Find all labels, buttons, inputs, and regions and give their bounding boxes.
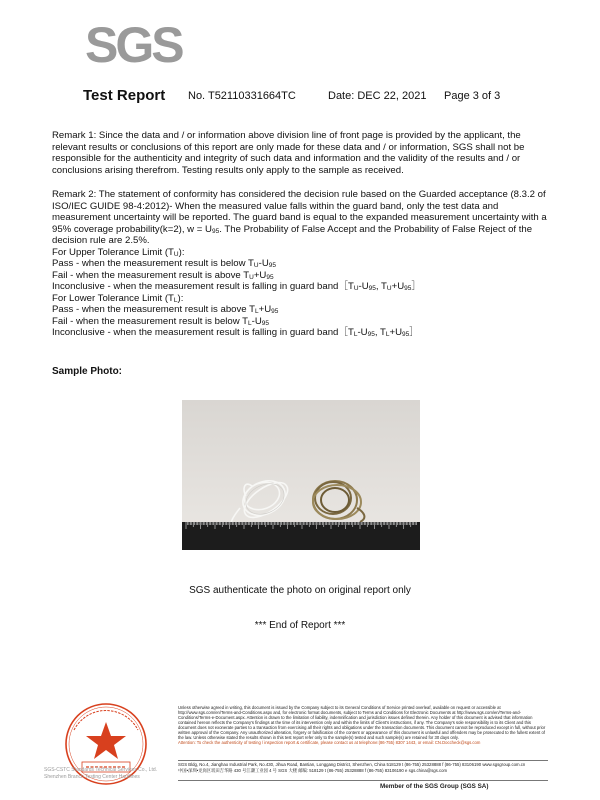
report-date: Date: DEC 22, 2021 <box>328 90 427 102</box>
star-icon <box>86 722 126 759</box>
footer-terms-text: Unless otherwise agreed in writing, this document is issued by the Company subject to its General Conditions of Service printed overleaf, available on request or accessible at http://www.sgs.com/en/Terms-and-Conditions.aspx and, for electronic format documents, subject to Terms and Conditions for Electronic Documents at http://www.sgs.com/en/Terms-and-Conditions/Terms-e-Document.aspx. Attention is drawn to the limitation of liability, indemnification and jurisdiction issues defined therein. Any holder of this document is advised that information contained hereon reflects the Company's findings at the time of its intervention only and within the limits of Client's instructions, if any. The Company's sole responsibility is to its Client and this document does not exonerate parties to a transaction from exercising all their rights and obligations under the transaction documents. This document cannot be reproduced except in full, without prior written approval of the Company. Any unauthorized alteration, forgery or falsification of the content or appearance of this document is unlawful and offenders may be prosecuted to the fullest extent of the law. Unless otherwise stated the results shown in this test report refer only to the sample(s) tested and such sample(s) are retained for 30 days only. <box>178 705 546 740</box>
member-statement: Member of the SGS Group (SGS SA) <box>380 783 489 790</box>
footer-divider-2 <box>178 780 548 781</box>
upper-inconclusive: Inconclusive - when the measurement result is falling in guard $band[T_U-U_{95}$, $T_U+U_{95}]$ <box>52 281 421 292</box>
report-number: No. T52110331664TC <box>188 90 296 102</box>
stamp-label-line-2: Shenzhen Branch Testing Center Hardlines <box>44 773 140 780</box>
photo-caption: SGS authenticate the photo on original report only <box>189 585 411 596</box>
remark-2-tail: . The Probability of False Accept and the Probability of False Reject of the decision rule are 2.5%. <box>52 223 533 246</box>
remark-2-subscript: 95 <box>211 227 220 235</box>
end-of-report: *** End of Report *** <box>254 620 346 631</box>
sgs-logo <box>83 14 183 74</box>
upper-heading: For Upper Tolerance Limit $(T_U)$: <box>52 246 185 258</box>
footer-address-en: SGS Bldg, No.4, Jianghao Industrial Park, No.430, Jihua Road, Bantian, Longgang District, Shenzhen, China 518129 t (86-755) 25328888 f (86-755) 83106190 www.sgsgroup.com.cn <box>178 762 526 767</box>
remark-1-text: Remark 1: Since the data and / or information above division line of front page is provided by the applicant, the relevant results or conclusions of this report are only made for these data and / or information, SGS shall not be responsible for the authenticity and integrity of such data and information and the validity of the results and / or conclusions arising therefrom. Testing results only apply to the sample as received. <box>52 130 525 176</box>
footer-address <box>178 762 548 774</box>
sample-photo-title: Sample Photo: <box>52 366 123 377</box>
remark-1 <box>52 130 552 176</box>
footer-terms <box>178 705 548 745</box>
upper-fail: Fail - when the measurement result is above $T_U+U_{95}$ <box>52 269 274 281</box>
remark-2-text <box>52 189 552 247</box>
upper-pass: Pass - when the measurement result is below $T_U-U_{95}$ <box>52 258 276 269</box>
footer-divider <box>178 760 548 761</box>
remark-2-body: Remark 2: The statement of conformity has considered the decision rule based on the Guarded acceptance (8.3.2 of ISO/IEC GUIDE 98-4:2012)- When the measured value falls within the guard band, only the test data and measurement uncertainty will be reported. The guard band is equal to the expanded measurement uncertainty with a 95% coverage probability(k=2), w = U <box>52 189 547 235</box>
remark-2 <box>52 189 552 339</box>
lower-inconclusive: Inconclusive - when the measurement result is falling in guard $band[T_L-U_{95}$, $T_L+U_{95}]$ <box>52 327 419 338</box>
sample-photo <box>182 400 420 550</box>
report-title: Test Report <box>83 87 166 104</box>
lower-heading: For Lower Tolerance Limit $(T_L)$: <box>52 292 184 304</box>
footer-address-cn: 中国•深圳•龙岗区坂田吉华路 430 号江灏工业园 4 号 SGS 大楼 邮编: 518129 t (86-755) 25328888 f (86-755) 83106190 e sgs.china@sgs.com <box>178 768 448 773</box>
stamp-label-line-1: SGS-CSTC Standards Technical Services Co., Ltd. <box>44 767 158 773</box>
lower-fail: Fail - when the measurement result is below $T_L-U_{95}$ <box>52 315 270 327</box>
footer-attention: Attention: To check the authenticity of testing / inspection report & certificate, please contact us at telephone:(86-755) 8307 1443, or email: CN.Doccheck@sgs.com <box>178 740 481 745</box>
page-indicator: Page 3 of 3 <box>444 90 501 102</box>
stamp-label <box>44 767 174 780</box>
ruler <box>182 522 420 550</box>
sgs-logo-text: SGS <box>85 17 182 73</box>
lower-pass: Pass - when the measurement result is above $T_L+U_{95}$ <box>52 304 279 315</box>
